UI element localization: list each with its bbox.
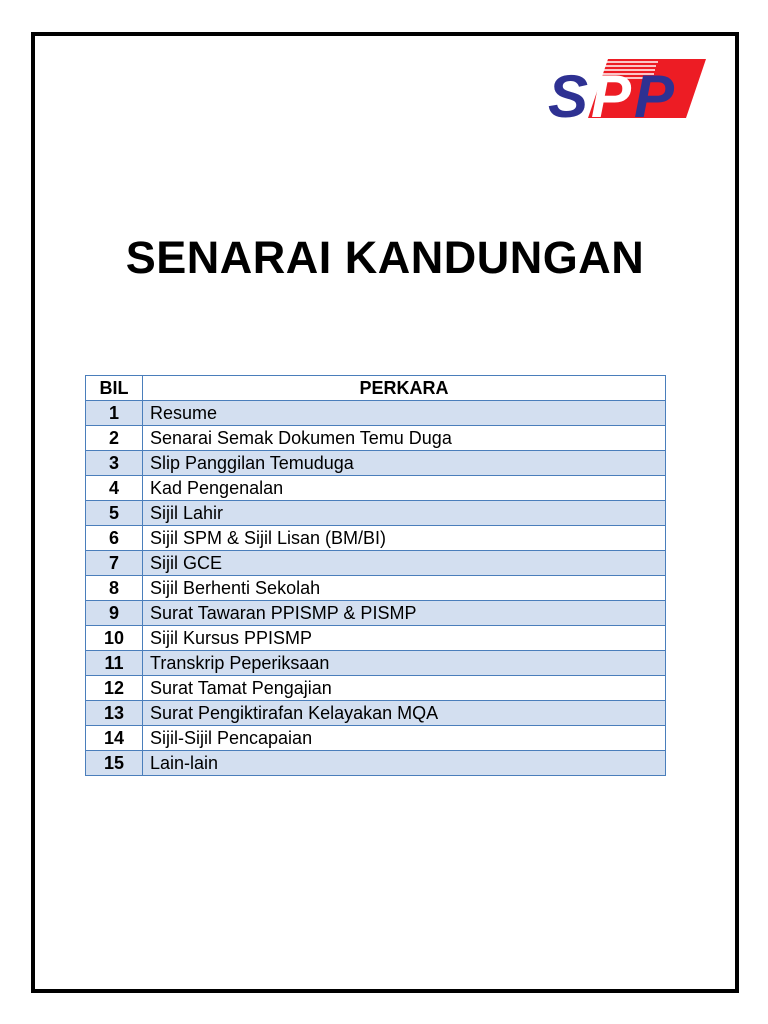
row-item: Surat Pengiktirafan Kelayakan MQA — [143, 701, 666, 726]
table-row — [86, 451, 666, 476]
table-row — [86, 626, 666, 651]
row-number: 15 — [86, 751, 143, 776]
contents-table — [85, 375, 666, 776]
header-perkara: PERKARA — [143, 376, 666, 401]
table-row — [86, 601, 666, 626]
table-row — [86, 476, 666, 501]
row-item: Resume — [143, 401, 666, 426]
row-item: Surat Tamat Pengajian — [143, 676, 666, 701]
table-row — [86, 401, 666, 426]
svg-text:P: P — [591, 63, 628, 130]
row-number: 5 — [86, 501, 143, 526]
row-item: Sijil Berhenti Sekolah — [143, 576, 666, 601]
row-item: Surat Tawaran PPISMP & PISMP — [143, 601, 666, 626]
row-item: Sijil SPM & Sijil Lisan (BM/BI) — [143, 526, 666, 551]
row-number: 12 — [86, 676, 143, 701]
row-number: 4 — [86, 476, 143, 501]
row-item: Senarai Semak Dokumen Temu Duga — [143, 426, 666, 451]
row-number: 7 — [86, 551, 143, 576]
row-item: Transkrip Peperiksaan — [143, 651, 666, 676]
row-number: 3 — [86, 451, 143, 476]
svg-text:S: S — [548, 63, 585, 130]
header-bil: BIL — [86, 376, 143, 401]
table-row — [86, 676, 666, 701]
row-item: Slip Panggilan Temuduga — [143, 451, 666, 476]
table-row — [86, 526, 666, 551]
logo-letters — [548, 63, 675, 130]
row-number: 8 — [86, 576, 143, 601]
spp-logo — [546, 54, 706, 134]
row-item: Lain-lain — [143, 751, 666, 776]
table-row — [86, 701, 666, 726]
row-number: 9 — [86, 601, 143, 626]
svg-text:P: P — [634, 63, 671, 130]
table-header-row — [86, 376, 666, 401]
row-item: Sijil-Sijil Pencapaian — [143, 726, 666, 751]
page-title: SENARAI KANDUNGAN — [125, 232, 645, 283]
table-row — [86, 751, 666, 776]
table-row — [86, 651, 666, 676]
row-item: Kad Pengenalan — [143, 476, 666, 501]
table-row — [86, 576, 666, 601]
row-number: 6 — [86, 526, 143, 551]
row-number: 2 — [86, 426, 143, 451]
table-row — [86, 501, 666, 526]
row-number: 14 — [86, 726, 143, 751]
row-item: Sijil Lahir — [143, 501, 666, 526]
document-page — [31, 32, 739, 993]
row-number: 1 — [86, 401, 143, 426]
row-number: 13 — [86, 701, 143, 726]
row-item: Sijil Kursus PPISMP — [143, 626, 666, 651]
table-row — [86, 551, 666, 576]
table-row — [86, 726, 666, 751]
row-number: 11 — [86, 651, 143, 676]
row-number: 10 — [86, 626, 143, 651]
row-item: Sijil GCE — [143, 551, 666, 576]
table-row — [86, 426, 666, 451]
